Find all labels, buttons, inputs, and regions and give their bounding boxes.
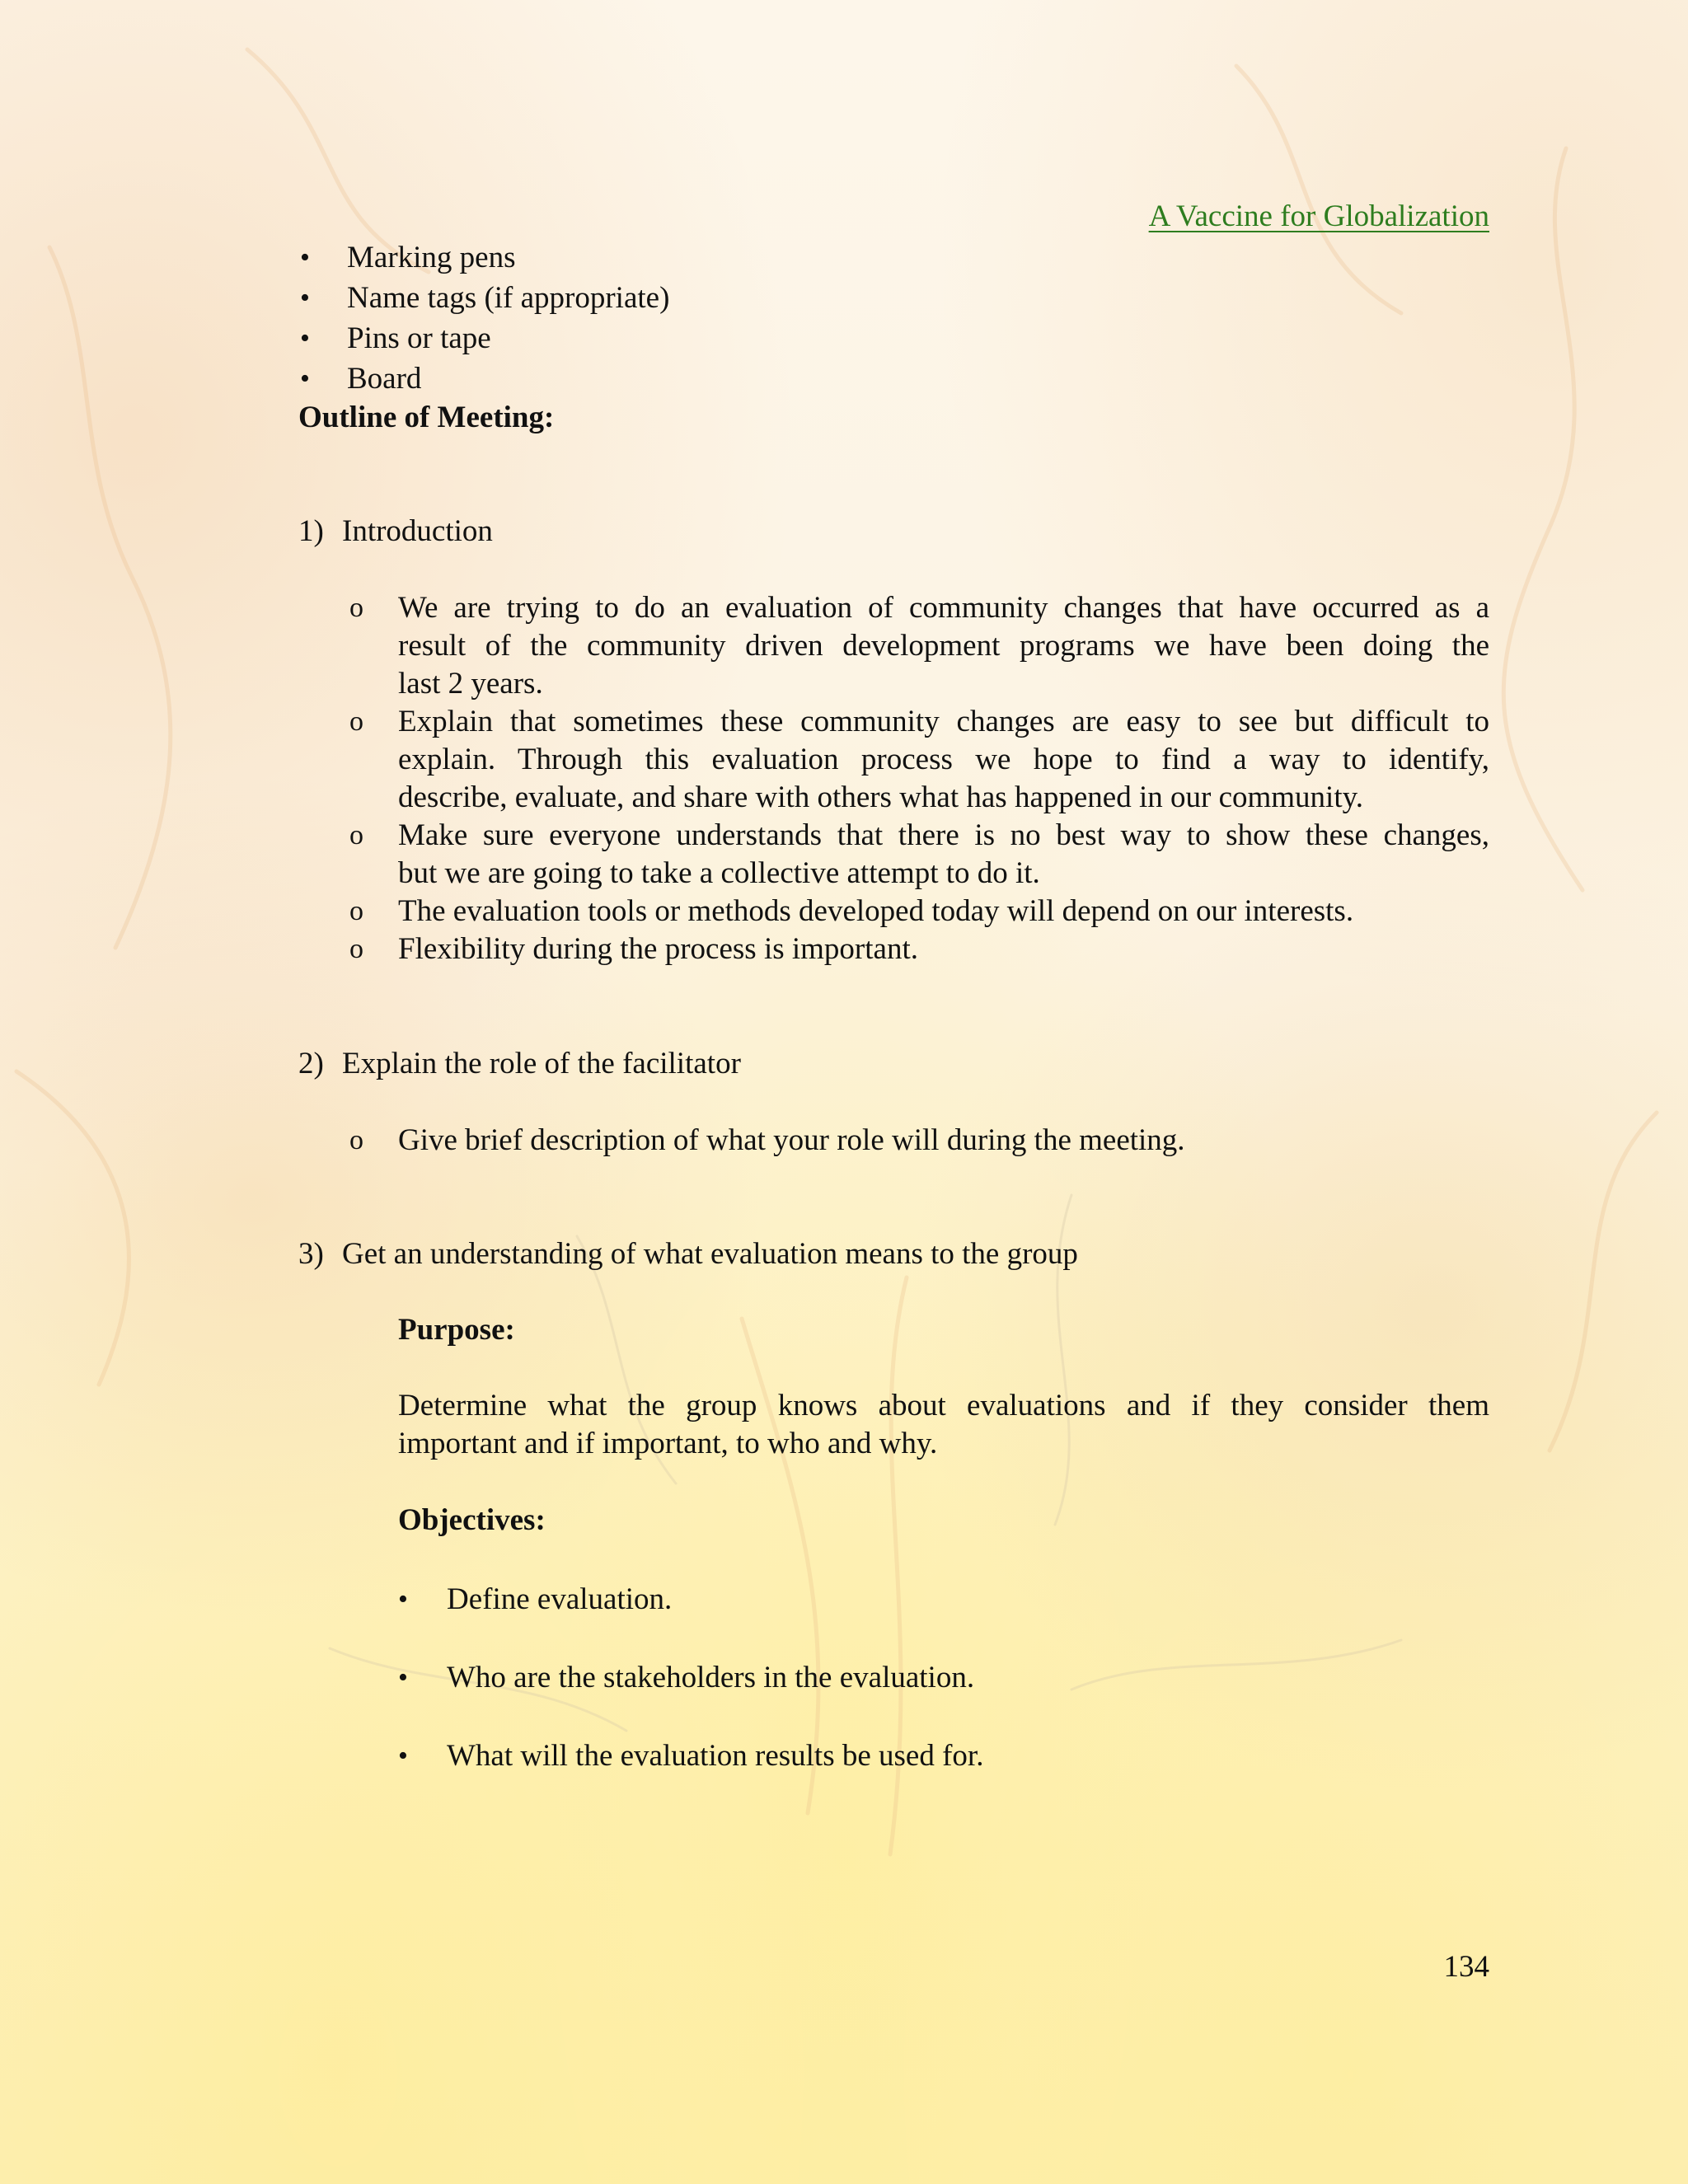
circle-bullet-icon: o (349, 593, 363, 623)
bullet-icon: • (300, 363, 310, 394)
circle-bullet-icon: o (349, 896, 363, 926)
list-item: Marking pens (347, 241, 516, 274)
outline-heading: Outline of Meeting: (298, 401, 555, 434)
section-number: 3) (298, 1237, 324, 1271)
page-number: 134 (1443, 1950, 1489, 1984)
list-item: Board (347, 362, 422, 396)
list-item: What will the evaluation results be used for. (447, 1739, 984, 1773)
list-item: Explain that sometimes these community changes are easy to see but difficult to explain. Through this evaluation process we hope to find a way to identify, describe, evaluate, and share with others what has happened in our community. (398, 705, 1489, 814)
section-number: 2) (298, 1047, 324, 1080)
section-title: Get an understanding of what evaluation means to the group (342, 1237, 1078, 1271)
list-item: Pins or tape (347, 321, 491, 355)
section-title: Introduction (342, 514, 493, 548)
list-item: Flexibility during the process is important. (398, 932, 918, 966)
list-item: Define evaluation. (447, 1582, 673, 1616)
section-number: 1) (298, 514, 324, 548)
list-item: Who are the stakeholders in the evaluation. (447, 1661, 975, 1694)
list-item: Name tags (if appropriate) (347, 281, 670, 315)
purpose-heading: Purpose: (398, 1313, 515, 1347)
list-item: Make sure everyone understands that there is no best way to show these changes, but we are going to take a collective attempt to do it. (398, 818, 1489, 890)
bullet-icon: • (300, 242, 310, 273)
circle-bullet-icon: o (349, 1125, 363, 1155)
objectives-heading: Objectives: (398, 1503, 546, 1537)
bullet-icon: • (398, 1584, 408, 1615)
bullet-icon: • (398, 1741, 408, 1771)
circle-bullet-icon: o (349, 934, 363, 964)
list-item: Give brief description of what your role will during the meeting. (398, 1123, 1185, 1157)
purpose-paragraph: Determine what the group knows about evaluations and if they consider them important and if important, to who and why. (398, 1389, 1489, 1460)
circle-bullet-icon: o (349, 706, 363, 737)
list-item: We are trying to do an evaluation of community changes that have occurred as a result of the community driven development programs we have been doing the last 2 years. (398, 591, 1489, 701)
circle-bullet-icon: o (349, 820, 363, 851)
list-item: The evaluation tools or methods developed today will depend on our interests. (398, 894, 1354, 928)
running-title-link[interactable]: A Vaccine for Globalization (1148, 199, 1489, 233)
section-title: Explain the role of the facilitator (342, 1047, 741, 1080)
bullet-icon: • (300, 323, 310, 354)
bullet-icon: • (398, 1662, 408, 1693)
bullet-icon: • (300, 283, 310, 313)
